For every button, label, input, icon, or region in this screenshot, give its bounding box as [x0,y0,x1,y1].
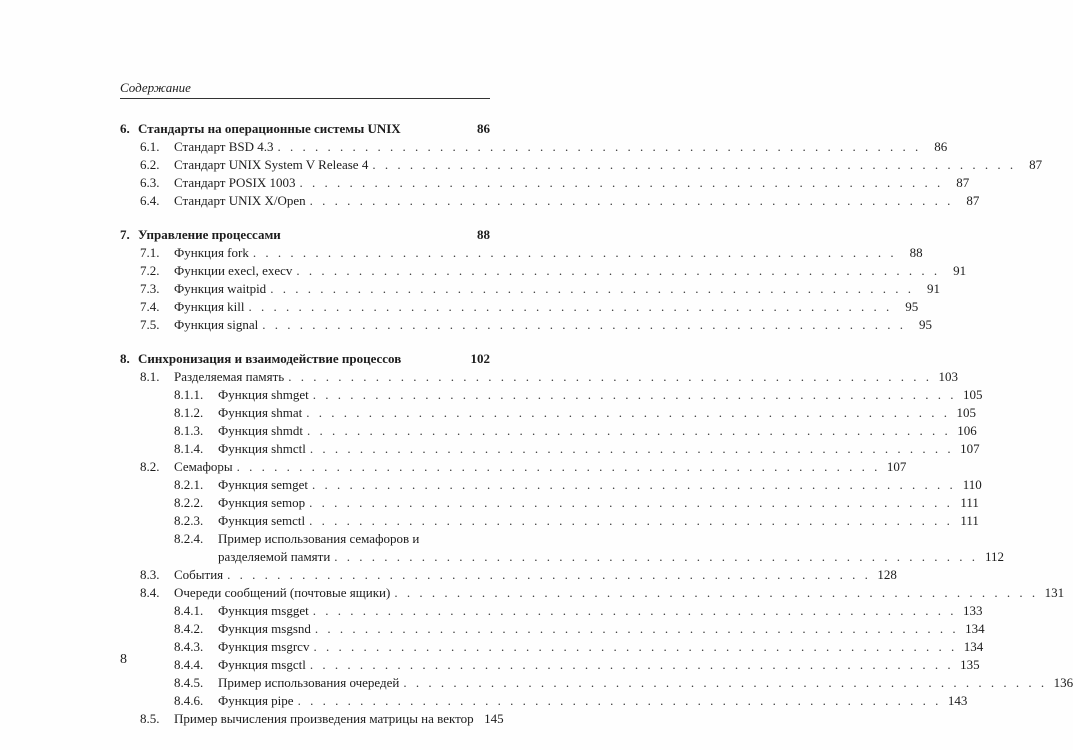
toc-entry [120,693,968,709]
entry-page: 86 [934,139,948,154]
entry-title: Разделяемая память [174,369,285,384]
toc-entry [120,157,1043,173]
entry-title: Функция msgget [218,603,309,618]
dot-leader: . . . . . . . . . . . . . . . . . . . . . . . . . . . . . . . . . . . . . . . . . . . . . . . . . . . . [309,193,954,208]
toc-entry [120,387,983,403]
entry-number: 8.2. [140,459,160,474]
dot-leader: . . . . . . . . . . . . . . . . . . . . . . . . . . . . . . . . . . . . . . . . . . . . . . . . . . . . [277,139,922,154]
entry-title: Функция kill [174,299,245,314]
dot-leader: . . . . . . . . . . . . . . . . . . . . . . . . . . . . . . . . . . . . . . . . . . . . . . . . . . . . [314,621,959,636]
dot-leader: . . . . . . . . . . . . . . . . . . . . . . . . . . . . . . . . . . . . . . . . . . . . . . . . . . . . [248,299,893,314]
toc-entry [120,513,979,529]
entry-title: Функции execl, execv [174,263,293,278]
entry-title: Пример использования очередей [218,675,400,690]
entry-number: 8.3. [140,567,160,582]
entry-number: 7.5. [140,317,160,332]
entry-title: Стандарт UNIX System V Release 4 [174,157,369,172]
entry-title: Функция msgrcv [218,639,310,654]
toc-entry [120,175,970,191]
toc-entry [120,675,1073,691]
entry-page: 134 [963,639,984,654]
chapter-page: 88 [477,227,490,242]
dot-leader: . . . . . . . . . . . . . . . . . . . . . . . . . . . . . . . . . . . . . . . . . . . . . . . . . . . . [309,441,954,456]
toc-entry [120,711,504,727]
entry-page: 87 [966,193,980,208]
entry-title: Функция shmat [218,405,303,420]
dot-leader: . . . . . . . . . . . . . . . . . . . . . . . . . . . . . . . . . . . . . . . . . . . . . . . . . . . . [262,317,906,332]
dot-leader: . . . . . . . . . . . . . . . . . . . . . . . . . . . . . . . . . . . . . . . . . . . . . . . . . . . . [252,245,897,260]
entry-page: 105 [963,387,983,402]
entry-title: Функция semctl [218,513,306,528]
entry-number: 8.4.2. [174,621,204,636]
entry-number: 6.2. [140,157,160,172]
chapter-number: 8. [120,351,130,366]
toc-entry [120,281,940,297]
dot-leader: . . . . . . . . . . . . . . . . . . . . . . . . . . . . . . . . . . . . . . . . . . . . . . . . . . . . [297,693,942,708]
entry-number: 8.2.4. [174,531,204,546]
entry-title: Очереди сообщений (почтовые ящики) [174,585,391,600]
entry-title: Функция shmget [218,387,309,402]
toc-entry [120,531,490,547]
entry-page: 110 [962,477,982,492]
dot-leader: . . . . . . . . . . . . . . . . . . . . . . . . . . . . . . . . . . . . . . . . . . . . . . . . . . . . [306,423,951,438]
toc-entry [120,299,919,315]
chapter-number: 7. [120,227,130,242]
toc-chapter [120,227,967,333]
entry-page: 87 [1029,157,1043,172]
chapter-page: 86 [477,121,490,136]
toc-entry [120,193,980,209]
toc-entry [120,495,979,511]
entry-page: 135 [960,657,980,672]
entry-title: Стандарт UNIX X/Open [174,193,306,208]
entry-title: Функция fork [174,245,249,260]
entry-page: 136 [1053,675,1073,690]
entry-page: 133 [963,603,983,618]
dot-leader: . . . . . . . . . . . . . . . . . . . . . . . . . . . . . . . . . . . . . . . . . . . . . . . . . . . . [394,585,1039,600]
entry-title: Функция shmdt [218,423,303,438]
entry-title: Пример использования семафоров и [218,531,420,546]
toc-entry [120,441,980,457]
entry-page: 91 [926,281,940,296]
entry-title: Стандарт POSIX 1003 [174,175,296,190]
entry-number: 7.4. [140,299,160,314]
toc-entry-continued [120,549,1005,565]
entry-number: 8.1. [140,369,160,384]
entry-page: 95 [919,317,932,332]
chapter-title: Управление процессами [138,227,281,242]
toc-entry [120,639,984,655]
toc-chapter-row [120,351,490,367]
entry-number: 8.1.3. [174,423,204,438]
entry-number: 8.2.2. [174,495,204,510]
entry-number: 8.4. [140,585,160,600]
chapter-number: 6. [120,121,130,136]
entry-number: 8.2.1. [174,477,204,492]
chapter-title: Стандарты на операционные системы UNIX [138,121,401,136]
entry-title: Пример вычисления произведения матрицы на вектор [174,711,474,726]
entry-page: 111 [960,495,979,510]
entry-number: 6.4. [140,193,160,208]
dot-leader: . . . . . . . . . . . . . . . . . . . . . . . . . . . . . . . . . . . . . . . . . . . . . . . . . . . . [312,387,957,402]
entry-title: События [174,567,224,582]
header-rule [120,98,490,99]
entry-page: 112 [985,549,1005,564]
dot-leader: . . . . . . . . . . . . . . . . . . . . . . . . . . . . . . . . . . . . . . . . . . . . . . . . . . . . [309,513,953,528]
toc-entry [120,369,958,385]
toc-entry [120,459,907,475]
entry-number: 8.4.1. [174,603,204,618]
entry-title: Функция shmctl [218,441,306,456]
entry-number: 8.4.5. [174,675,204,690]
entry-number: 6.1. [140,139,160,154]
entry-page: 88 [909,245,923,260]
entry-page: 128 [877,567,897,582]
toc-chapter-row [120,227,490,243]
toc-entry [120,477,982,493]
dot-leader: . . . . . . . . . . . . . . . . . . . . . . . . . . . . . . . . . . . . . . . . . . . . . . . . . . . . [309,495,953,510]
entry-number: 8.1.4. [174,441,204,456]
entry-page: 111 [960,513,979,528]
entry-number: 7.2. [140,263,160,278]
toc-entry [120,245,923,261]
toc-entry [120,657,980,673]
entry-page: 134 [965,621,985,636]
toc-entry [120,621,985,637]
entry-page: 95 [905,299,919,314]
entry-title: Семафоры [174,459,233,474]
entry-page: 107 [960,441,980,456]
entry-number: 8.2.3. [174,513,204,528]
entry-page: 106 [957,423,977,438]
toc-chapter [120,351,1073,727]
entry-page: 107 [886,459,907,474]
running-header: Содержание [120,80,191,95]
dot-leader: . . . . . . . . . . . . . . . . . . . . . . . . . . . . . . . . . . . . . . . . . . . . . . . . . . . . [309,657,954,672]
entry-title: Функция semop [218,495,306,510]
toc-entry [120,263,967,279]
entry-number: 7.1. [140,245,160,260]
dot-leader: . . . . . . . . . . . . . . . . . . . . . . . . . . . . . . . . . . . . . . . . . . . . . . . . . . . . [372,157,1017,172]
entry-page: 87 [956,175,970,190]
dot-leader: . . . . . . . . . . . . . . . . . . . . . . . . . . . . . . . . . . . . . . . . . . . . . . . . . . . . [312,603,957,618]
entry-title: Функция pipe [218,693,294,708]
entry-title: Функция msgsnd [218,621,311,636]
toc-entry [120,405,976,421]
dot-leader: . . . . . . . . . . . . . . . . . . . . . . . . . . . . . . . . . . . . . . . . . . . . . . . . . . . . [334,549,979,564]
toc-entry [120,139,948,155]
toc-chapter [120,121,1043,209]
dot-leader: . . . . . . . . . . . . . . . . . . . . . . . . . . . . . . . . . . . . . . . . . . . . . . . . . . . . [299,175,944,190]
entry-page: 143 [947,693,968,708]
dot-leader: . . . . . . . . . . . . . . . . . . . . . . . . . . . . . . . . . . . . . . . . . . . . . . . . . . . . [313,639,958,654]
dot-leader: . . . . . . . . . . . . . . . . . . . . . . . . . . . . . . . . . . . . . . . . . . . . . . . . . . . . [306,405,950,420]
entry-number: 6.3. [140,175,160,190]
entry-page: 131 [1044,585,1065,600]
entry-number: 8.5. [140,711,160,726]
entry-page: 91 [953,263,967,278]
toc-entry [120,603,983,619]
toc-entry [120,585,1065,601]
entry-title: Функция semget [218,477,309,492]
entry-title: Функция signal [174,317,259,332]
toc-chapter-row [120,121,490,137]
dot-leader: . . . . . . . . . . . . . . . . . . . . . . . . . . . . . . . . . . . . . . . . . . . . . . . . . . . . [288,369,932,384]
toc-entry [120,423,977,439]
entry-title: Функция waitpid [174,281,267,296]
entry-number: 8.4.6. [174,693,204,708]
entry-number: 8.4.3. [174,639,204,654]
entry-number: 8.4.4. [174,657,204,672]
dot-leader: . . . . . . . . . . . . . . . . . . . . . . . . . . . . . . . . . . . . . . . . . . . . . . . . . . . . [270,281,914,296]
entry-number: 8.1.1. [174,387,204,402]
entry-title: Функция msgctl [218,657,306,672]
toc-entry [120,567,897,583]
entry-page: 105 [956,405,976,420]
entry-page: 145 [484,711,504,726]
dot-leader: . . . . . . . . . . . . . . . . . . . . . . . . . . . . . . . . . . . . . . . . . . . . . . . . . . . . [403,675,1048,690]
entry-title: Стандарт BSD 4.3 [174,139,274,154]
entry-number: 8.1.2. [174,405,204,420]
dot-leader: . . . . . . . . . . . . . . . . . . . . . . . . . . . . . . . . . . . . . . . . . . . . . . . . . . . . [296,263,941,278]
entry-title-line2: разделяемой памяти [218,549,331,564]
chapter-page: 102 [470,351,490,366]
toc-entry [120,317,932,333]
entry-page: 103 [938,369,958,384]
chapter-title: Синхронизация и взаимодействие процессов [138,351,402,366]
page-number: 8 [120,652,127,667]
entry-number: 7.3. [140,281,160,296]
dot-leader: . . . . . . . . . . . . . . . . . . . . . . . . . . . . . . . . . . . . . . . . . . . . . . . . . . . . [227,567,871,582]
dot-leader: . . . . . . . . . . . . . . . . . . . . . . . . . . . . . . . . . . . . . . . . . . . . . . . . . . . . [312,477,956,492]
table-of-contents [120,121,1073,745]
dot-leader: . . . . . . . . . . . . . . . . . . . . . . . . . . . . . . . . . . . . . . . . . . . . . . . . . . . . [236,459,881,474]
